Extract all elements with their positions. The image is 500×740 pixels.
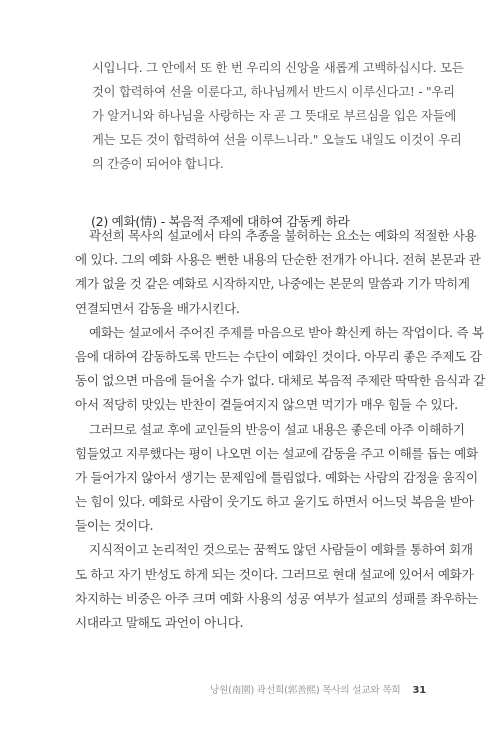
body-line: 예화는 설교에서 주어진 주제를 마음으로 받아 확신케 하는 작업이다. 즉 복 xyxy=(89,324,484,340)
body-line: 시대라고 말해도 과언이 아니다. xyxy=(75,615,244,630)
body-line: 도 하고 자기 반성도 하게 되는 것이다. 그러므로 현대 설교에 있어서 예화가 xyxy=(75,566,474,582)
body-line: 그러므로 설교 후에 교인들의 반응이 설교 내용은 좋은데 아주 이해하기 xyxy=(89,421,465,437)
body-line: 힘들었고 지루했다는 평이 나오면 이는 설교에 감동을 주고 이해를 돕는 예화 xyxy=(75,445,478,461)
body-line: 가 들어가지 않아서 생기는 문제임에 틀림없다. 예화는 사람의 감정을 움직이 xyxy=(75,469,478,485)
section-heading: (2) 예화(情) - 복음적 주제에 대하여 감동케 하라 xyxy=(91,214,350,229)
body-line: 아서 적당히 맛있는 반찬이 곁들여지지 않으면 먹기가 매우 힘들 수 있다. xyxy=(75,397,458,413)
quote-line-3: 가 알거니와 하나님을 사랑하는 자 곧 그 뜻대로 부르심을 입은 자들에 xyxy=(92,108,457,123)
body-line: 계가 없을 것 같은 예화로 시작하지만, 나중에는 본문의 말씀과 기가 막히게 xyxy=(75,276,470,292)
body-line: 차지하는 비중은 아주 크며 예화 사용의 성공 여부가 설교의 성패를 좌우하는 xyxy=(75,590,478,606)
body-line: 들이는 것이다. xyxy=(75,518,154,534)
page-footer xyxy=(210,682,426,696)
body-line: 는 힘이 있다. 예화로 사람이 웃기도 하고 울기도 하면서 어느덧 복음을 받아 xyxy=(75,494,474,510)
body-text xyxy=(75,224,486,635)
body-line: 곽선희 목사의 설교에서 타의 추종을 불허하는 요소는 예화의 적절한 사용 xyxy=(89,228,477,243)
quote-line-5: 의 간증이 되어야 합니다. xyxy=(92,156,224,171)
quote-line-4: 게는 모든 것이 합력하여 선을 이루느니라." 오늘도 내일도 이것이 우리 xyxy=(92,132,462,147)
block-quote xyxy=(92,57,464,176)
quote-line-1: 시입니다. 그 안에서 또 한 번 우리의 신앙을 새롭게 고백하십시다. 모든 xyxy=(92,61,464,75)
quote-line-2: 것이 합력하여 선을 이룬다고, 하나님께서 반드시 이루신다고! - "우리 xyxy=(92,84,455,99)
body-line: 에 있다. 그의 예화 사용은 뻔한 내용의 단순한 전개가 아니다. 전혀 본문과 관 xyxy=(75,252,481,268)
body-line: 지식적이고 논리적인 것으로는 꿈쩍도 않던 사람들이 예화를 통하여 회개 xyxy=(89,542,473,558)
page-number: 31 xyxy=(412,685,426,696)
body-line: 동이 없으면 마음에 들어올 수가 없다. 대체로 복음적 주제란 딱딱한 음식과 같 xyxy=(75,373,486,389)
body-line: 음에 대하여 감동하도록 만드는 수단이 예화인 것이다. 아무리 좋은 주제도 감 xyxy=(75,348,482,364)
running-title: 낭원(南園) 곽선희(郭善熙) 목사의 설교와 목회 xyxy=(210,685,401,696)
body-line: 연결되면서 감동을 배가시킨다. xyxy=(75,300,240,316)
